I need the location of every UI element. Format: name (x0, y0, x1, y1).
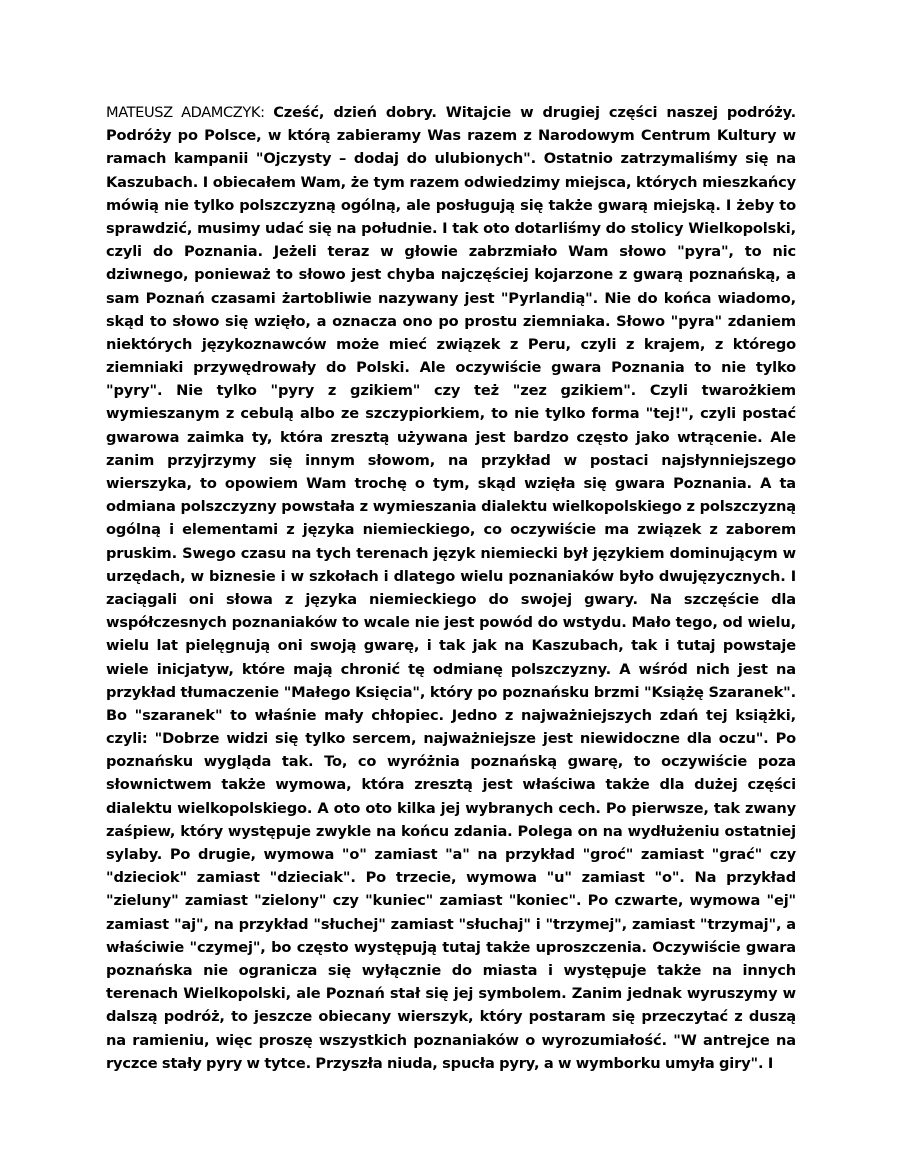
transcript-paragraph (106, 101, 796, 1075)
speaker-name: MATEUSZ ADAMCZYK: (106, 104, 265, 121)
transcript-text: Cześć, dzień dobry. Witajcie w drugiej części naszej podróży. Podróży po Polsce, w którą zabieramy Was razem z Narodowym Centrum Kultury w ramach kampanii "Ojczysty – dodaj do ulubionych". Ostatnio zatrzymaliśmy się na Kaszubach. I obiecałem Wam, że tym razem odwiedzimy miejsca, których mieszkańcy mówią nie tylko polszczyzną ogólną, ale posługują się także gwarą miejską. I żeby to sprawdzić, musimy udać się na południe. I tak oto dotarliśmy do stolicy Wielkopolski, czyli do Poznania. Jeżeli teraz w głowie zabrzmiało Wam słowo "pyra", to nic dziwnego, ponieważ to słowo jest chyba najczęściej kojarzone z gwarą poznańską, a sam Poznań czasami żartobliwie nazywany jest "Pyrlandią". Nie do końca wiadomo, skąd to słowo się wzięło, a oznacza ono po prostu ziemniaka. Słowo "pyra" zdaniem niektórych językoznawców może mieć związek z Peru, czyli z krajem, z którego ziemniaki przywędrowały do Polski. Ale oczywiście gwara Poznania to nie tylko "pyry". Nie tylko "pyry z gzikiem" czy też "zez gzikiem". Czyli twarożkiem wymieszanym z cebulą albo ze szczypiorkiem, to nie tylko forma "tej!", czyli postać gwarowa zaimka ty, która zresztą używana jest bardzo często jako wtrącenie. Ale zanim przyjrzymy się innym słowom, na przykład w postaci najsłynniejszego wierszyka, to opowiem Wam trochę o tym, skąd wzięła się gwara Poznania. A ta odmiana polszczyzny powstała z wymieszania dialektu wielkopolskiego z polszczyzną ogólną i elementami z języka niemieckiego, co oczywiście ma związek z zaborem pruskim. Swego czasu na tych terenach język niemiecki był językiem dominującym w urzędach, w biznesie i w szkołach i dlatego wielu poznaniaków było dwujęzycznych. I zaciągali oni słowa z języka niemieckiego do swojej gwary. Na szczęście dla współczesnych poznaniaków to wcale nie jest powód do wstydu. Mało tego, od wielu, wielu lat pielęgnują oni swoją gwarę, i tak jak na Kaszubach, tak i tutaj powstaje wiele inicjatyw, które mają chronić tę odmianę polszczyzny. A wśród nich jest na przykład tłumaczenie "Małego Księcia", który po poznańsku brzmi "Książę Szaranek". Bo "szaranek" to właśnie mały chłopiec. Jedno z najważniejszych zdań tej książki, czyli: "Dobrze widzi się tylko sercem, najważniejsze jest niewidoczne dla oczu". Po poznańsku wygląda tak. To, co wyróżnia poznańską gwarę, to oczywiście poza słownictwem także wymowa, która zresztą jest właściwa także dla dużej części dialektu wielkopolskiego. A oto oto kilka jej wybranych cech. Po pierwsze, tak zwany zaśpiew, który występuje zwykle na końcu zdania. Polega on na wydłużeniu ostatniej sylaby. Po drugie, wymowa "o" zamiast "a" na przykład "groć" zamiast "grać" czy "dzieciok" zamiast "dzieciak". Po trzecie, wymowa "u" zamiast "o". Na przykład "zieluny" zamiast "zielony" czy "kuniec" zamiast "koniec". Po czwarte, wymowa "ej" zamiast "aj", na przykład "słuchej" zamiast "słuchaj" i "trzymej", zamiast "trzymaj", a właściwie "czymej", bo często występują tutaj także uproszczenia. Oczywiście gwara poznańska nie ogranicza się wyłącznie do miasta i występuje także na innych terenach Wielkopolski, ale Poznań stał się jej symbolem. Zanim jednak wyruszymy w dalszą podróż, to jeszcze obiecany wierszyk, który postaram się przeczytać z duszą na ramieniu, więc proszę wszystkich poznaniaków o wyrozumiałość. "W antrejce na ryczce stały pyry w tytce. Przyszła niuda, spucła pyry, a w wymborku umyła giry". I (106, 104, 796, 1072)
